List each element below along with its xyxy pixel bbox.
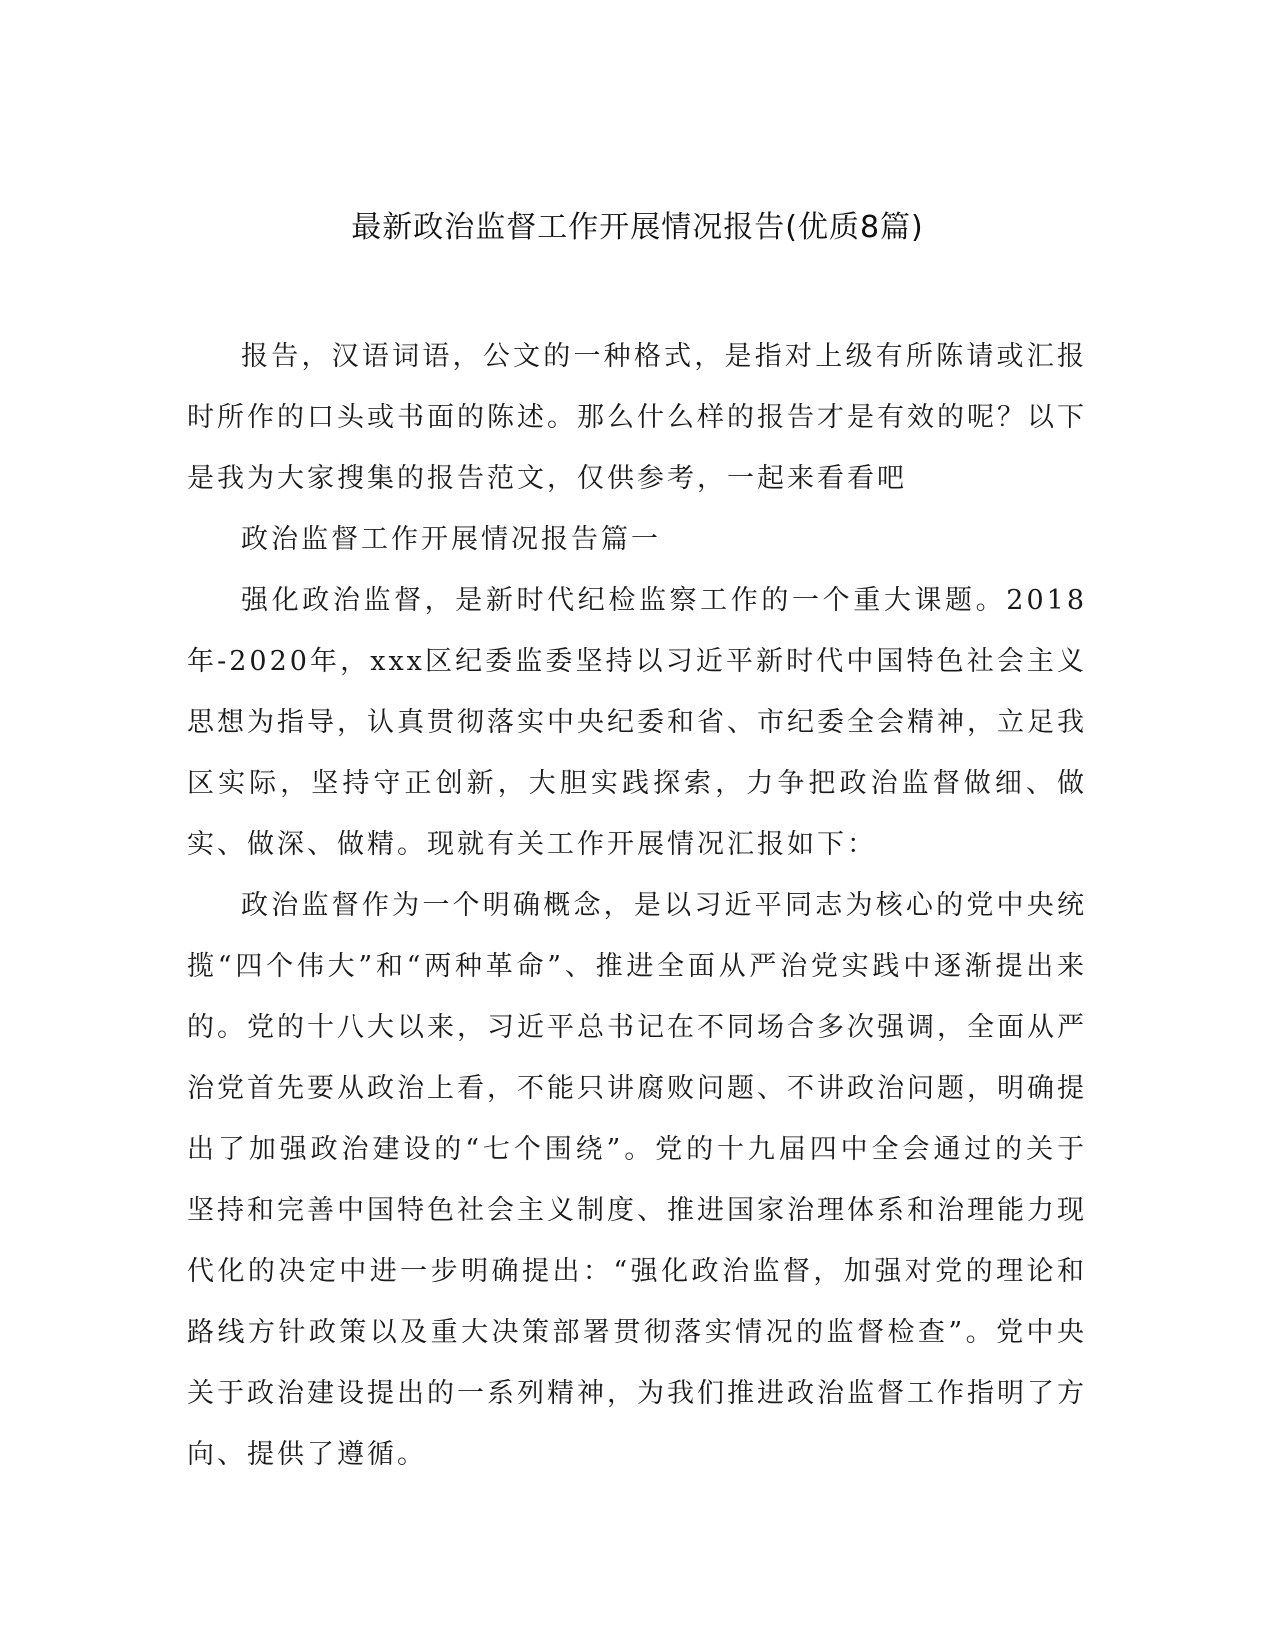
body-paragraph: 强化政治监督，是新时代纪检监察工作的一个重大课题。2018年-2020年，xxx区纪委监委坚持以习近平新时代中国特色社会主义思想为指导，认真贯彻落实中央纪委和省、市纪委全会精神，立足我区实际，坚持守正创新，大胆实践探索，力争把政治监督做细、做实、做深、做精。现就有关工作开展情况汇报如下： <box>187 585 1087 860</box>
body-paragraph: 政治监督作为一个明确概念，是以习近平同志为核心的党中央统揽“四个伟大”和“两种革命”、推进全面从严治党实践中逐渐提出来的。党的十八大以来，习近平总书记在不同场合多次强调，全面从严治党首先要从政治上看，不能只讲腐败问题、不讲政治问题，明确提出了加强政治建设的“七个围绕”。党的十九届四中全会通过的关于坚持和完善中国特色社会主义制度、推进国家治理体系和治理能力现代化的决定中进一步明确提出：“强化政治监督，加强对党的理论和路线方针政策以及重大决策部署贯彻落实情况的监督检查”。党中央关于政治建设提出的一系列精神，为我们推进政治监督工作指明了方向、提供了遵循。 <box>187 890 1087 1470</box>
document-title: 最新政治监督工作开展情况报告(优质8篇) <box>351 210 924 245</box>
section-heading: 政治监督工作开展情况报告篇一 <box>241 524 661 555</box>
intro-paragraph: 报告，汉语词语，公文的一种格式，是指对上级有所陈请或汇报时所作的口头或书面的陈述。那么什么样的报告才是有效的呢？以下是我为大家搜集的报告范文，仅供参考，一起来看看吧 <box>187 341 1087 494</box>
document-body <box>187 326 1087 1485</box>
